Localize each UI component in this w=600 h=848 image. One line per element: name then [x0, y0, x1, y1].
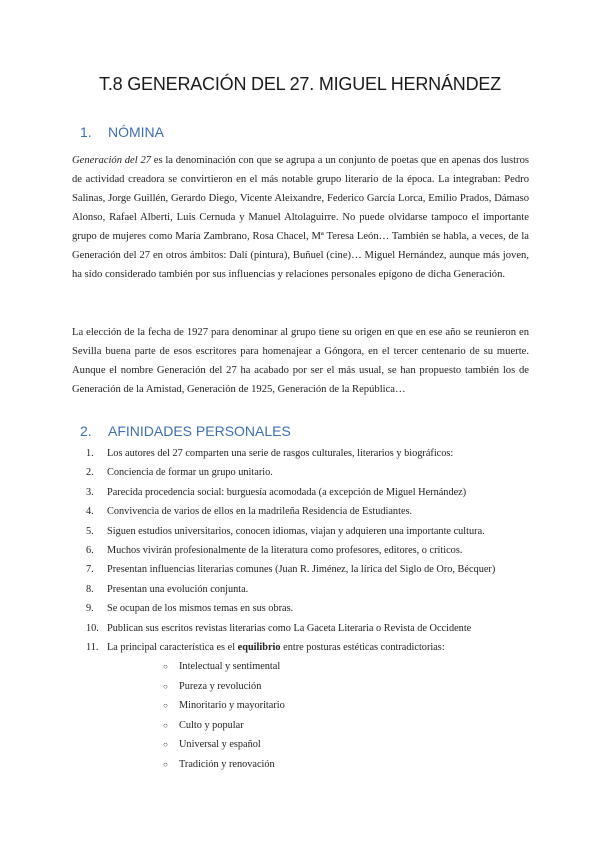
list-item	[72, 463, 532, 482]
list-item-text: Se ocupan de los mismos temas en sus obras.	[107, 603, 294, 615]
list-item	[72, 619, 532, 638]
sub-list-item-text: Intelectual y sentimental	[179, 661, 281, 673]
list-item	[72, 638, 532, 774]
section-heading-afinidades	[80, 423, 291, 439]
sub-list-item	[107, 657, 532, 676]
list-item-number: 10.	[86, 622, 99, 634]
affinities-list	[72, 444, 532, 774]
sub-list-item	[107, 735, 532, 754]
circle-bullet-icon: ○	[163, 681, 168, 691]
sub-list-item	[107, 755, 532, 774]
list-item	[72, 599, 532, 618]
sub-list-item	[107, 677, 532, 696]
list-item-text: Muchos vivirán profesionalmente de la literatura como profesores, editores, o críticos.	[107, 545, 463, 557]
list-item	[72, 444, 532, 463]
list-item-number: 7.	[86, 564, 94, 576]
list-item-text: Publican sus escritos revistas literarias como La Gaceta Literaria o Revista de Occidente	[107, 622, 472, 634]
section-title: AFINIDADES PERSONALES	[108, 423, 291, 439]
circle-bullet-icon: ○	[163, 759, 168, 769]
paragraph-text: es la denominación con que se agrupa a un conjunto de poetas que en apenas dos lustros de actividad creadora se convirtieron en el más notable grupo literario de la época. La integraban: Pedro Salinas, Jorge Guillén, Gerardo Diego, Vicente Aleixandre, Federico García Lorca, Emilio Prados, Dámaso Alonso, Rafael Alberti, Luis Cernuda y Manuel Altolaguirre. No puede olvidarse tampoco el importante grupo de mujeres como María Zambrano, Rosa Chacel, Mª Teresa León… También se habla, a veces, de la Generación del 27 en otros ámbitos: Dalí (pintura), Buñuel (cine)… Miguel Hernández, aunque más joven, ha sido considerado también por sus influencias y relaciones personales epígono de dicha Generación.	[72, 155, 530, 280]
paragraph-date-origin: La elección de la fecha de 1927 para denominar al grupo tiene su origen en que en ese año se reunieron en Sevilla buena parte de esos escritores para homenajear a Góngora, en el tercer centenario de su muerte. Aunque el nombre Generación del 27 ha acabado por ser el más usual, se han propuesto también los de Generación de la Amistad, Generación de 1925, Generación de la República…	[72, 327, 529, 395]
bold-term: equilibrio	[237, 642, 281, 654]
list-item-text: Convivencia de varios de ellos en la madrileña Residencia de Estudiantes.	[107, 506, 413, 518]
section-title: NÓMINA	[108, 124, 164, 140]
list-item-number: 1.	[86, 448, 94, 459]
sub-list-item-text: Tradición y renovación	[179, 758, 275, 770]
list-item	[72, 580, 532, 599]
section-heading-nomina	[80, 124, 164, 140]
document-title: T.8 GENERACIÓN DEL 27. MIGUEL HERNÁNDEZ	[99, 74, 501, 94]
list-item-number: 6.	[86, 545, 94, 557]
list-item-text: Presentan influencias literarias comunes (Juan R. Jiménez, la lírica del Siglo de Oro, Bécquer)	[107, 564, 496, 576]
list-item-text: Parecida procedencia social: burguesía acomodada (a excepción de Miguel Hernández)	[107, 486, 467, 498]
sub-list-item-text: Universal y español	[179, 739, 261, 751]
list-item-number: 2.	[86, 467, 94, 479]
list-item-text: entre posturas estéticas contradictorias:	[280, 642, 445, 654]
list-item-text: Siguen estudios universitarios, conocen idiomas, viajan y adquieren una importante cultura.	[107, 525, 485, 537]
list-item	[72, 522, 532, 541]
list-item-number: 11.	[86, 642, 99, 654]
list-item	[72, 541, 532, 560]
paragraph-definition	[72, 151, 529, 284]
list-item-text: Los autores del 27 comparten una serie de rasgos culturales, literarios y biográficos:	[107, 448, 454, 459]
list-item	[72, 560, 532, 579]
list-item-number: 8.	[86, 583, 94, 595]
circle-bullet-icon: ○	[163, 720, 168, 730]
italic-term: Generación del 27	[72, 155, 152, 166]
list-item-text: Presentan una evolución conjunta.	[107, 583, 249, 595]
circle-bullet-icon: ○	[163, 701, 168, 711]
list-item-number: 5.	[86, 525, 94, 537]
list-item	[72, 502, 532, 521]
sub-list-item	[107, 716, 532, 735]
list-item-number: 3.	[86, 486, 94, 498]
section-number: 2.	[80, 423, 92, 439]
list-item-text: La principal característica es el	[107, 642, 238, 654]
sub-list-item-text: Culto y popular	[179, 719, 244, 731]
sub-list	[107, 657, 532, 773]
list-item-number: 4.	[86, 506, 94, 518]
sub-list-item-text: Minoritario y mayoritario	[179, 700, 285, 712]
sub-list-item	[107, 696, 532, 715]
list-item-text: Conciencia de formar un grupo unitario.	[107, 467, 273, 479]
circle-bullet-icon: ○	[163, 662, 168, 672]
circle-bullet-icon: ○	[163, 740, 168, 750]
list-item-number: 9.	[86, 603, 94, 615]
list-item	[72, 483, 532, 502]
section-number: 1.	[80, 124, 92, 140]
sub-list-item-text: Pureza y revolución	[179, 680, 262, 692]
